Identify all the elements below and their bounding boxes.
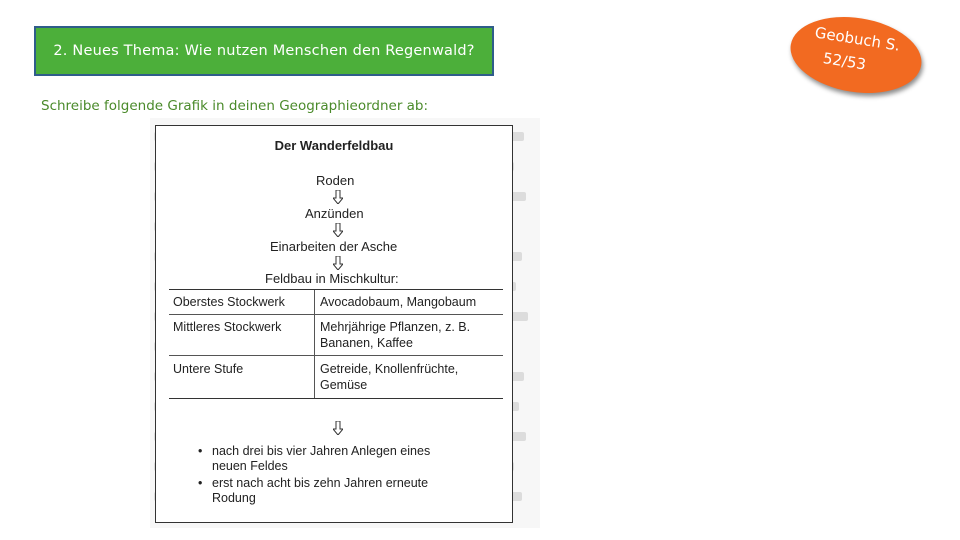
step-asche: Einarbeiten der Asche [270,239,398,254]
list-item: • erst nach acht bis zehn Jahren erneute Rodung [196,476,462,506]
step-mischkultur: Feldbau in Mischkultur: [265,271,399,286]
instruction-text: Schreibe folgende Grafik in deinen Geographieordner ab: [41,98,429,114]
down-arrow-icon [333,223,343,237]
table-row [169,356,503,398]
step-anzuenden: Anzünden [305,206,364,221]
badge-line-2: 52/53 [821,49,868,74]
table-row [169,290,503,315]
crop-table [169,289,503,399]
diagram-title: Der Wanderfeldbau [274,138,394,153]
table-cell-crops: Mehrjährige Pflanzen, z. B. Bananen, Kaffee [314,315,494,355]
wanderfeldbau-diagram [155,125,513,523]
topic-title: 2. Neues Thema: Wie nutzen Menschen den Regenwald? [53,43,475,59]
textbook-reference-badge [785,8,927,102]
down-arrow-icon [333,190,343,204]
table-cell-level: Oberstes Stockwerk [173,295,285,309]
table-cell-level: Mittleres Stockwerk [173,320,282,334]
topic-title-box [34,26,494,76]
list-item: • nach drei bis vier Jahren Anlegen eines neuen Feldes [196,444,462,474]
consequence-list [196,444,462,508]
scanned-figure [150,118,540,528]
table-cell-crops: Getreide, Knollenfrüchte, Gemüse [314,356,494,398]
down-arrow-icon [333,421,343,435]
table-cell-level: Untere Stufe [173,362,244,376]
table-row [169,315,503,356]
down-arrow-icon [333,256,343,270]
table-cell-crops: Avocadobaum, Mangobaum [314,290,494,314]
badge-line-1: Geobuch S. [813,23,902,55]
step-roden: Roden [316,173,355,188]
